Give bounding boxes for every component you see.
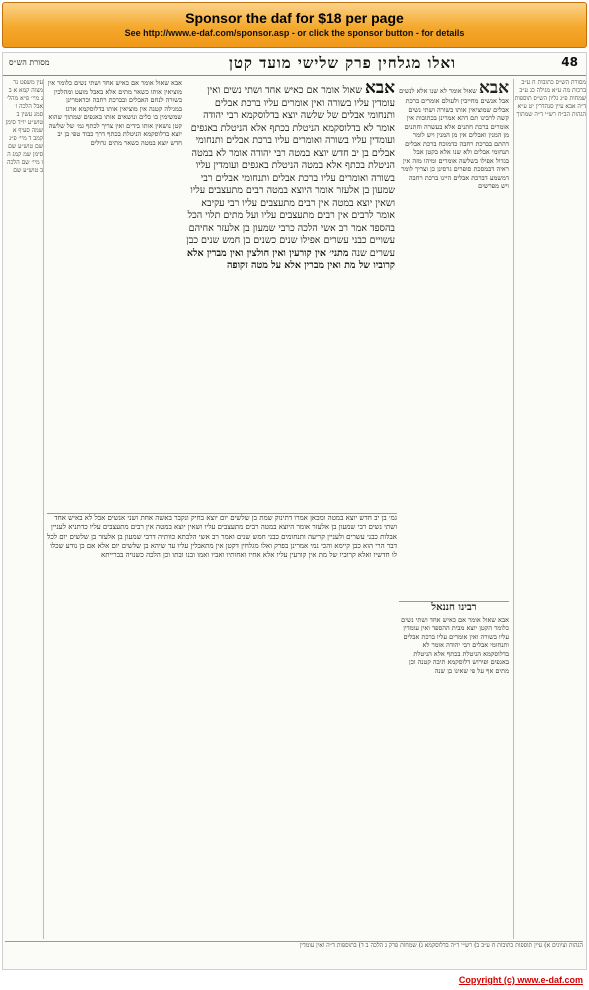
tosafot-text: שאול אומר לא שנו אלא לנשים אבל אנשים מחייבין ולעולם אומרים ברכת אבלים שמוציאין אותו בשורה ושתי נשים קשה לרבינו תם דהא אמרינן בכתובות אין אומרים ברכת חתנים אלא בעשרה וחתנים מן המנין ואבלים אין מן המנין ויש לומר דהתם בברכת רחבה כדמוכח ברכת אבלים תנחומי אבלים ולא שנו אלא בקטן אבל בגדול אפילו בשלשה אומרים ומיהו מזה אין ראיה דבמסכת סופרים גרסינן כן וצריך לומר דמשמע דברכת אבלים היינו ברכת רחבה ויש מפרשים — [399, 87, 509, 190]
bottom-commentary-text: גמ׳ בן יב חדש יוצא במטה ומכאן אמרו דתינוק שמת בן שלשים יום יוצא בחיק ונקבר באשה אחת ושני אנשים אבל לא באיש אחד ושתי נשים רבי שמעון בן אלעזר אומר היוצא במטה רבים מתעצבים עליו ושאין יוצא במטה אין רבים מתעצבים עליו כדתניא לעניין אבלות כבני עשרים ולעניין קריעה ותנחומים כבני חמש שנים ואמר רב אשי הלכתא כוותיה דרבי שמעון בן אלעזר בן שלשים יום לכל דבר הרי הוא כבן קיימא והכי נמי אמרינן בפרק ואלו מגלחין דקטן אין מתאבלין עליו עד שיהא בן שלשים יום אלא אם כן נודע שכלו לו חדשיו ואלא קרוביו של מת אין קורעין עליו אלא אחיו ואחותיו ואביו ואמו ובנו ובתו וכן הלכה כשנויה בברייתא — [47, 514, 397, 560]
rabbeinu-chananel-text: אבא שאול אומר אם כאיש אחד ושתי נשים כלומר הקטן יוצא מבית ההספד ואין עומדין עליו בשורה ואין אומרים עליו ברכת אבלים ותנחומי אבלים רבי יהודה אומר לא בדלוסקמא הניטלת בכתף אלא הניטלת באגפים ופירוש דלוסקמא תיבה קטנה וכן מתים אף על פי שאינו בן שנה — [401, 615, 509, 675]
tosafot-lead-word: אבא — [478, 79, 509, 98]
sponsor-title[interactable]: Sponsor the daf for $18 per page — [185, 10, 404, 26]
commentary-bottom — [47, 513, 397, 934]
right-margin-notes — [513, 79, 586, 939]
main-lead-word: אבא — [364, 79, 395, 98]
footer-notes-text: הגהות וציונים א) עיין תוספות כתובות ח ע״ב ב) רש״י ד״ה בדלוסקמא ג) שמחות פרק ג הלכה ב ד) בתוספות ד״ה ואין עומדין — [299, 942, 583, 949]
main-text: שאול אומר אם כאיש אחד ושתי נשים ואין עומדין עליו בשורה ואין אומרים עליו ברכת אבלים ותנחומי אבלים של שלשה יוצא בדלוסקמא רבי יהודה אומר לא בדלוסקמא הניטלת בכתף אלא הניטלת באגפים ועומדין עליו בשורה ואומרים עליו ברכת אבלים ותנחומי אבלים בן יב חדש יוצא במטה רבי יהודה אומר לא במטה הניטלת בכתף אלא במטה הניטלת באגפים ועומדין עליו בשורה ואומרים עליו ברכת אבלים ותנחומי אבלים רבי שמעון בן אלעזר אומר היוצא במטה רבים מתעצבים עליו ושאין יוצא במטה אין רבים מתעצבים עליו רבי עקיבא אומר לרבים אין רבים מתעצבים עליו ועל מתים תלוי הכל בהספד אמר רב אשי הלכה כרבי שמעון בן אלעזר אחיהם עשויים כבני עשרים אפילו שנים כשנים בן חמש שנים כבן עשרים שנה — [186, 85, 395, 259]
left-margin-notes — [5, 79, 44, 939]
page-header — [3, 53, 586, 76]
right-margin-text: מסורת הש״ס כתובות ח ע״ב ברכות מה ע״א מגילה כג ע״ב שמחות פ״ג גליון הש״ס תוספות ד״ה אבא עיין סנהדרין יט ע״א הגהות הב״ח רש״י ד״ה שמתוך — [514, 79, 586, 118]
rabbeinu-chananel-column — [399, 601, 509, 940]
page-title: ואלו מגלחין פרק שלישי מועד קטן — [229, 54, 456, 72]
margin-label: מסורת הש״ס — [9, 58, 50, 67]
sponsor-subtitle[interactable]: See http://www.e-daf.com/sponsor.asp - or click the sponsor button - for details — [124, 28, 465, 38]
rashi-column — [47, 79, 182, 509]
copyright-link[interactable]: Copyright (c) www.e-daf.com — [458, 975, 583, 985]
tosafot-column — [399, 79, 509, 599]
left-margin-text: עין משפט נר מצוה קמא א ב ג מיי׳ פ״א מהל׳ אבל הלכה ו סמג עשין ב טוש״ע יו״ד סימן שמה סעיף א קמב ד מיי׳ פ״ג שם טוש״ע שם סימן שמ קמג ה ו מיי׳ שם הלכה ב טוש״ע שם — [5, 79, 43, 174]
rabbeinu-chananel-title: רבינו חננאל — [431, 602, 477, 613]
footer-notes — [5, 941, 583, 968]
page-number: 48 — [561, 55, 578, 69]
talmud-page — [2, 52, 587, 970]
mishna-text: מתני׳ אין קורעין ואין חולצין ואין מברין אלא קרוביו של מת ואין מברין אלא על מטה זקופה — [186, 247, 395, 271]
talmud-main-column — [185, 79, 395, 489]
sponsor-banner[interactable] — [2, 2, 587, 48]
rashi-text: אבא שאול אומר אם כאיש אחד ושתי נשים כלומר אין מוציאין אותו כשאר מתים אלא באבל מועט ומהלכין בשורה לנחם האבלים ובברכת רחבה וכדאמרינן במגילה קטנה אין מוציאין אותו בדלוסקמא ארגז שמשימין בו כלים ונושאים אותו באגפים שמתוך שהוא קטן נושאין אותו בידים ואין צריך לכתף גמ׳ של שלשה יוצא בדלוסקמא הניטלת בכתף דרך כבוד טפי בן יב חדש יוצא במטה כשאר מתים גדולים — [47, 79, 182, 147]
